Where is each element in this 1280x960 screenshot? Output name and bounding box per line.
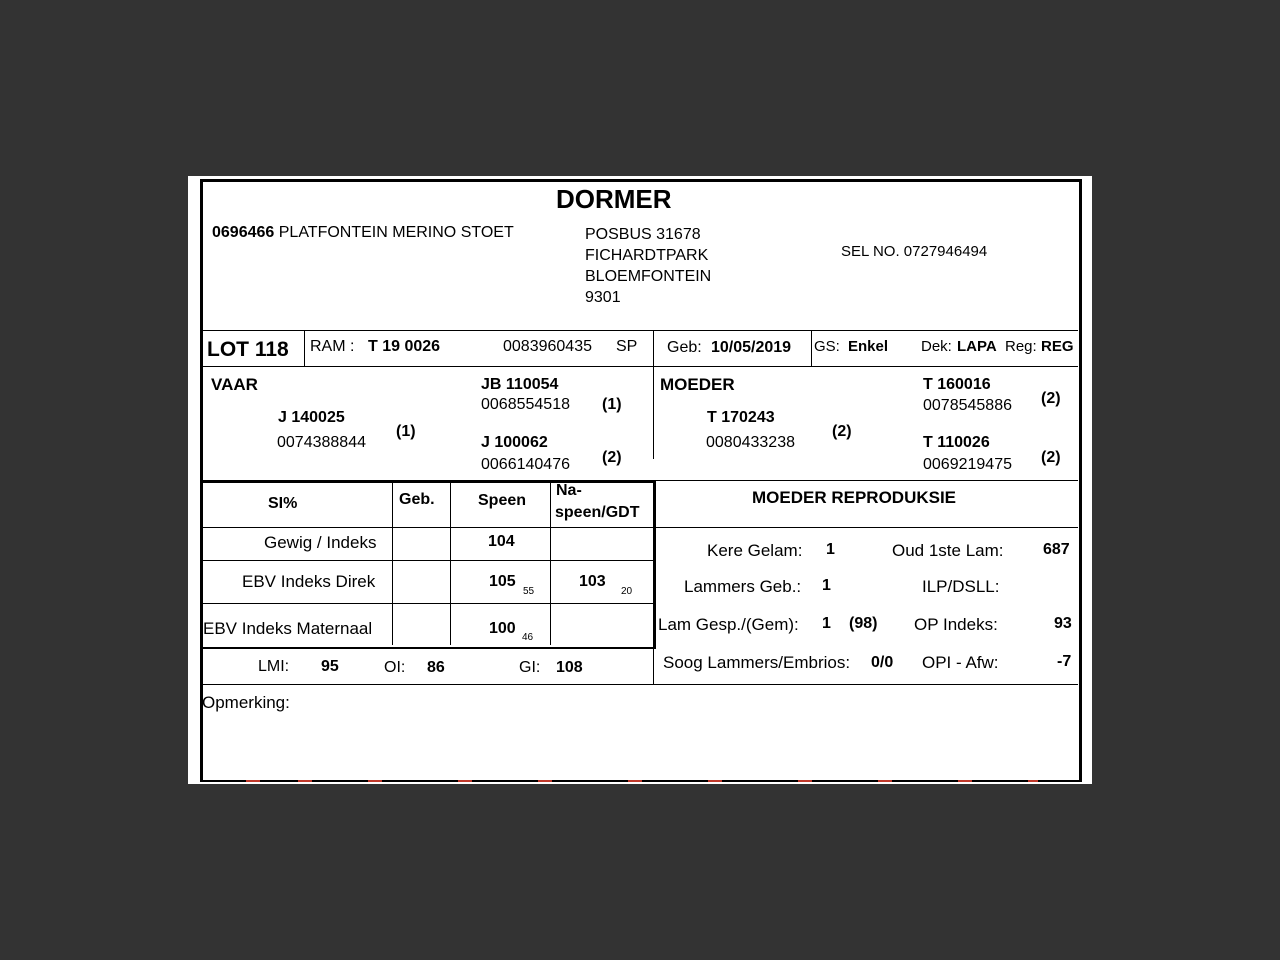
address-line: FICHARDTPARK (585, 247, 709, 264)
ebv-naspeen-accuracy: 20 (621, 586, 633, 597)
op-index-label: OP Indeks: (914, 615, 998, 634)
phone-number: SEL NO. 0727946494 (841, 243, 988, 260)
dam-id: T 170243 (707, 409, 775, 426)
ram-label: RAM : (310, 338, 355, 355)
lmi-label: LMI: (258, 658, 290, 675)
opi-afw-label: OPI - Afw: (922, 653, 999, 672)
dam-sire-id: T 160016 (923, 376, 991, 393)
ebv-speen-accuracy: 55 (523, 586, 535, 597)
ilp-dsll-label: ILP/DSLL: (922, 577, 1000, 596)
sire-sire-grade: (1) (602, 396, 622, 413)
registration-suffix: SP (616, 338, 638, 355)
lot-number: LOT 118 (207, 338, 289, 361)
sire-dam-id: J 100062 (481, 434, 548, 451)
reproduction-title: MOEDER REPRODUKSIE (752, 488, 957, 507)
lam-gesp-label: Lam Gesp./(Gem): (658, 615, 799, 634)
ebv-naspeen-value: 103 (579, 573, 606, 590)
birth-date-label: Geb: (667, 339, 702, 356)
ebv-speen-value: 105 (489, 573, 516, 590)
dam-dam-reg: 0069219475 (923, 456, 1012, 473)
address-line: POSBUS 31678 (585, 226, 701, 243)
ebv-row-label: EBV Indeks Direk (242, 572, 376, 591)
sire-reg: 0074388844 (277, 434, 366, 451)
dam-grade: (2) (832, 423, 852, 440)
sire-id: J 140025 (278, 409, 345, 426)
ebv-col-divider (450, 483, 451, 645)
address-line: 9301 (585, 289, 621, 306)
lmi-value: 95 (321, 658, 339, 675)
lam-gesp-average: (98) (849, 615, 878, 632)
gi-value: 108 (556, 659, 583, 676)
ebv-header-gdt: speen/GDT (555, 504, 640, 521)
sire-dam-grade: (2) (602, 449, 622, 466)
ebv-row-divider (202, 560, 653, 561)
ebv-row-divider (202, 603, 653, 604)
ebv-header-si: SI% (268, 495, 298, 512)
sire-dam-reg: 0066140476 (481, 456, 570, 473)
ebv-col-divider (392, 483, 393, 645)
breeder-name: PLATFONTEIN MERINO STOET (278, 224, 514, 241)
birth-date: 10/05/2019 (711, 339, 792, 356)
op-index-value: 93 (1054, 615, 1072, 632)
breeder-line (212, 224, 514, 242)
dam-dam-id: T 110026 (923, 434, 990, 451)
lammers-geb-label: Lammers Geb.: (684, 577, 802, 596)
divider (653, 480, 1078, 481)
address-line: BLOEMFONTEIN (585, 268, 712, 285)
remarks-label: Opmerking: (202, 693, 290, 712)
sire-sire-reg: 0068554518 (481, 396, 570, 413)
ebv-header-geb: Geb. (399, 491, 435, 508)
breed-title: DORMER (556, 184, 672, 214)
soog-label: Soog Lammers/Embrios: (663, 653, 851, 672)
dam-reg: 0080433238 (706, 434, 795, 451)
breeder-address (585, 224, 711, 308)
dam-sire-grade: (2) (1041, 390, 1061, 407)
lot-card (188, 176, 1092, 784)
reg-label: Reg: (1005, 338, 1037, 355)
dek-label: Dek: (921, 338, 952, 355)
lam-gesp-value: 1 (822, 615, 831, 632)
ebv-speen-accuracy: 46 (522, 632, 534, 643)
oud-lam-value: 687 (1043, 541, 1070, 558)
kere-gelam-label: Kere Gelam: (707, 541, 803, 560)
sire-heading: VAAR (211, 375, 258, 394)
gs-label: GS: (814, 338, 840, 355)
ebv-header-naspeen: Na- (556, 482, 582, 499)
registration-number: 0083960435 (503, 338, 592, 355)
dam-sire-reg: 0078545886 (923, 397, 1012, 414)
soog-value: 0/0 (871, 654, 894, 671)
opi-afw-value: -7 (1057, 653, 1072, 670)
ebv-header-speen: Speen (478, 492, 527, 509)
divider (304, 330, 305, 366)
dek-value: LAPA (957, 338, 997, 355)
divider (653, 527, 1078, 528)
ebv-col-divider (550, 483, 551, 645)
ebv-row-label: Gewig / Indeks (264, 533, 377, 552)
divider (811, 330, 812, 366)
ebv-speen-value: 104 (488, 533, 515, 550)
oi-value: 86 (427, 659, 445, 676)
ram-id: T 19 0026 (368, 338, 441, 355)
oi-label: OI: (384, 659, 406, 676)
sire-sire-id: JB 110054 (481, 376, 559, 393)
gs-value: Enkel (848, 338, 889, 355)
ebv-row-divider (202, 527, 653, 528)
dam-heading: MOEDER (660, 375, 735, 394)
divider (653, 330, 654, 459)
lammers-geb-value: 1 (822, 577, 831, 594)
oud-lam-label: Oud 1ste Lam: (892, 541, 1004, 560)
divider (202, 330, 1078, 331)
divider (202, 366, 1078, 367)
reg-value: REG (1041, 338, 1074, 355)
ebv-speen-value: 100 (489, 620, 516, 637)
sire-grade: (1) (396, 423, 416, 440)
divider (202, 684, 1078, 685)
breeder-code: 0696466 (212, 224, 275, 241)
dam-dam-grade: (2) (1041, 449, 1061, 466)
ebv-row-label: EBV Indeks Maternaal (203, 619, 373, 638)
gi-label: GI: (519, 659, 541, 676)
cutoff-red-text (238, 776, 1038, 784)
kere-gelam-value: 1 (826, 541, 835, 558)
